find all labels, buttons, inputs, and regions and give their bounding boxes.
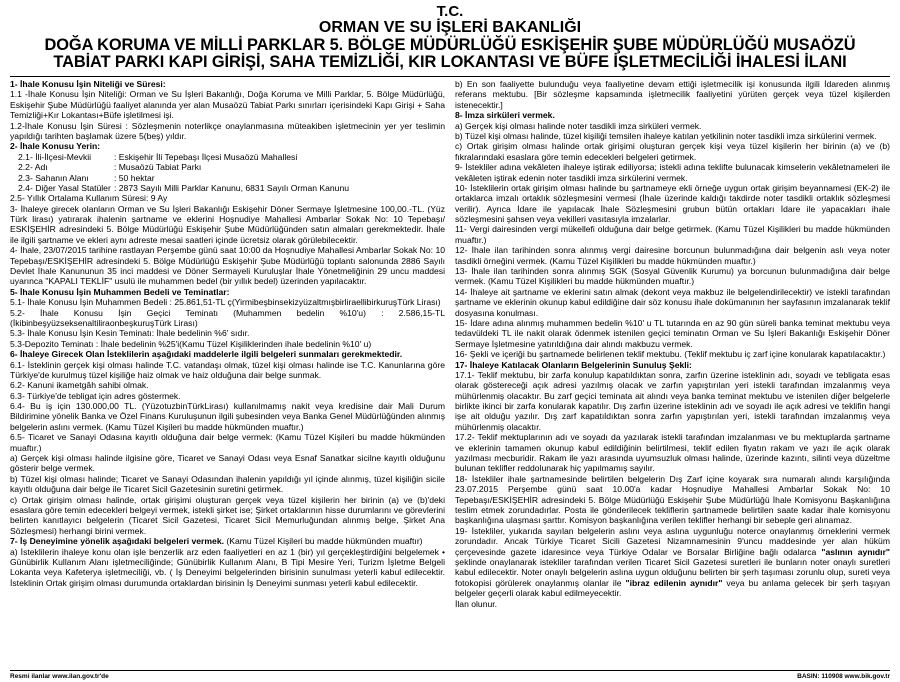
section-19-quote: "aslının aynıdır": [821, 546, 890, 557]
paragraph: c) Ortak girişim olması halinde ortak girişimi oluşturan gerçek kişi veya tüzel kişilerin her birinin (a) ve (b) fıkralarındaki esaslara göre temin edecekleri belgeleri getirmek.: [455, 141, 890, 162]
paragraph: 6.3- Türkiye'de tebligat için adres göstermek.: [10, 390, 181, 401]
paragraph: 15- İdare adına alınmış muhammen bedelin %10' u TL tutarında en az 90 gün süreli banka teminat mektubu veya tedavüldeki TL ile nakit olarak ödenmek istenilen geçici teminatın Orman ve Su İşleri Bakanlığı Eskişehir Döner Sermaye İşletmesine yatırıldığına dair alındı makbuzu vermek.: [455, 317, 890, 349]
paragraph: 3- İhaleye girecek olanların Orman ve Su İşleri Bakanlığı Eskişehir Döner Sermaye İşletmesine 100,00.-TL. (Yüz Türk lirası) yatırarak ihalenin şartname ve eklerini Hoşnudiye Mahallesi Ambarlar Sokak No: 10 Tepebaşı/ ESKİŞEHİR adresindeki 5. Bölge Müdürlüğü Eskişehir Şube Müdürlüğünden satın almaları gerekmektedir. İhale ile ilgili şartname ve ekleri aynı adreste mesai saatleri içinde ücretsiz olarak görülebilecektir.: [10, 203, 445, 245]
paragraph: 6.5- Ticaret ve Sanayi Odasına kayıtlı olduğuna dair belge vermek: (Kamu Tüzel Kişileri bu madde hükmünden muaftır.): [10, 432, 445, 453]
paragraph: 5.2- İhale Konusu İşin Geçici Teminatı (Muhammen bedelin %10'u) : 2.586,15-TL (İkibinbeşyüzseksenaltiliraonbeşkuruşTürk Lirası): [10, 307, 445, 328]
paragraph: 1.1 -İhale Konusu İşin Niteliği: Orman ve Su İşleri Bakanlığı, Doğa Koruma ve Milli Parklar, 5. Bölge Müdürlüğü, Eskişehir Şube Müdürlüğü faaliyet alanında yer alan Musaözü Tabiat Parkı sınırları içerisindeki Kapı Girişi + Saha Temizliği+Kır Lokantası+Büfe işletilmesi işi.: [10, 89, 445, 121]
header-line2: DOĞA KORUMA VE MİLLİ PARKLAR 5. BÖLGE MÜDÜRLÜĞÜ ESKİŞEHİR ŞUBE MÜDÜRLÜĞÜ MUSAÖZÜ: [44, 35, 856, 54]
paragraph: 5.3-Depozito Teminatı : İhale bedelinin %25'i(Kamu Tüzel Kişiliklerinden ihale bedelinin %10' u): [10, 338, 372, 349]
paragraph: 17.1- Teklif mektubu, bir zarfa konulup kapatıldıktan sonra, zarfın üzerine isteklinin adı, soyadı ve tebligata esas olarak göstereceği açık adresi yazılmış olacak ve zarfın yapıştırılan yeri istekli tarafından imzalanmış veya mühürlenmiş olacaktır. Bu zarf geçici teminata ait alındı veya banka teminat mektubu ve istenilen diğer belgelerle birlikte ikinci bir zarfa konularak kapatılır. Dış zarfın üzerine isteklinin adı ve soyadı ile açık adresi ve teklifin hangi işe ait olduğu yazılır. Dış zarf kapatıldıktan sonra zarfın yapıştırılan yeri, istekli tarafından imzalanmış veya mühürlenmiş olacaktır.: [455, 369, 890, 432]
location-label: 2.4- Diğer Yasal Statüler: [18, 182, 111, 193]
section-7-title: 7- İş Deneyimine yönelik aşağıdaki belgeleri vermek.: [10, 536, 224, 547]
right-column: [455, 79, 890, 631]
location-label: 2.2- Adı: [18, 162, 48, 173]
paragraph: 18- İstekliler ihale şartnamesinde belirtilen belgelerin Dış Zarf içine koyarak sıra numaralı alındı karşılığında 23.07.2015 Perşembe günü saat 10.00'a kadar Hoşnudiye Mahallesi Ambarlar Sokak No: 10 Tepebaşı/ESKİŞEHİR adresindeki 5. Bölge Müdürlüğü Eskişehir Şube Müdürlüğü İhale Komisyonu Başkanlığına teslim etmek zorundadırlar. Posta ile gönderilecek tekliflerin şartnamede belirtilen saate kadar ihale komisyonu başkanlığına ulaşması şarttır. Komisyon başkanlığına verilen teklifler herhangi bir sebeple geri alınamaz.: [455, 473, 890, 526]
location-label: 2.1- İli-İlçesi-Mevkii: [18, 151, 92, 162]
location-value: : Musaözü Tabiat Parkı: [114, 162, 202, 173]
section-19: [455, 526, 890, 599]
paragraph: 6.2- Kanuni ikametgâh sahibi olmak.: [10, 380, 149, 391]
paragraph: a) Gerçek kişi olması halinde noter tasdikli imza sirküleri vermek.: [455, 120, 702, 131]
paragraph: 1.2-İhale Konusu İşin Süresi : Sözleşmenin noterlikçe onaylanmasına müteakiben işletmecinin yer yer teslimin yapıldığı tarihten başlamak üzere 5(beş) yıldır.: [10, 120, 445, 141]
section-2-title: 2- İhale Konusu Yerin:: [10, 141, 101, 152]
left-column: [10, 79, 445, 631]
paragraph: c) Ortak girişim olması halinde, ortak girişimi oluşturan gerçek veya tüzel kişilerin her birinin (a) ve (b)'deki esaslara göre temin edecekleri belgeyi vermek, istekli şirket ise; Şirket ortaklarının hisse durumlarını ve görevlerini belirten kanıtlayıcı belgelerin (Ticaret Sicil Gazetesi, Ticaret Sicil Memurluğundan alınmış belge, Şirket Ana Sözleşmesi) herhangi birini vermek.: [10, 494, 445, 536]
section-19-quote: "ibraz edilenin aynıdır": [625, 577, 723, 588]
footer-official-ads: Resmi ilanlar www.ilan.gov.tr'de: [10, 673, 109, 680]
paragraph: 13- İhale ilan tarihinden sonra alınmış SGK (Sosyal Güvenlik Kurumu) ya borcunun bulunmadığına dair belge vermek. (Kamu Tüzel Kişilikleri bu madde hükmünden muaftır.): [455, 266, 890, 287]
section-8-title: 8- İmza sirküleri vermek.: [455, 110, 555, 121]
location-table: [10, 152, 445, 194]
paragraph: 14- İhaleye ait şartname ve eklerini satın almak (dekont veya makbuz ile belgelendirilecektir) ve istekli tarafından şartname ve eklerinin okunup kabul edildiğine dair söz konusu ihale dokümanının her sayfasının imzalanarak teklif dosyasına konulması.: [455, 286, 890, 318]
paragraph: b) Tüzel kişi olması halinde; Ticaret ve Sanayi Odasından ihalenin yapıldığı yıl içinde alınmış, tüzel kişiliğin sicile kayıtlı olduğuna dair belge ile Ticaret Sicil Gazetesinin suretini getirmek.: [10, 473, 445, 495]
section-6-title: 6- İhaleye Girecek Olan İsteklilerin aşağıdaki maddelerle ilgili belgeleri sunmaları gerekmektedir.: [10, 349, 403, 360]
section-7-note: (Kamu Tüzel Kişileri bu madde hükmünden muaftır): [224, 536, 423, 547]
location-value: : 2873 Sayılı Milli Parklar Kanunu, 6831 Sayılı Orman Kanunu: [114, 182, 350, 193]
paragraph: 6.4- Bu iş için 130.000,00 TL. (YüzotuzbinTürkLirası) kullanılmamış nakit veya kredisine dair Mali Durum Bildirimine yönelik Banka ve Özel Finans Kuruluşunun ilgili şubesinden veya Banka Genel Müdürlüğünden alınmış belgelerin aslını vermek. (Kamu Tüzel Kişileri bu madde hükmünden muaftır.): [10, 401, 445, 432]
section-19-text: şeklinde onaylanarak istekliler tarafından verilen Ticaret Sicil Gazetesi suretleri ile bunların noter onaylı suretleri kabul edilecektir. Noter onaylı belgelerin aslına uygun olduğunu belirten bir şerh taşıması zorunlu olup, sureti veya fotokopisi görülerek onaylanmış olanlar ile: [455, 556, 890, 588]
location-value: : 50 hektar: [114, 172, 155, 183]
footer: [10, 670, 890, 680]
closing-line: İlan olunur.: [455, 598, 498, 609]
body-columns: [10, 76, 890, 631]
paragraph: a) Gerçek kişi olması halinde ilgisine göre, Ticaret ve Sanayi Odası veya Esnaf Sanatkar sicilne kayıtlı olduğunu gösterir belge vermek.: [10, 453, 445, 474]
section-5-title: 5- İhale Konusu İşin Muhammen Bedeli ve Teminatlar:: [10, 286, 230, 297]
paragraph: 6.1- İsteklinin gerçek kişi olması halinde T.C. vatandaşı olmak, tüzel kişi olması halinde ise T.C. Kanunlarına göre Türkiye'de kurulmuş tüzel kişiliğe haiz olmak ve haiz olduğuna dair belge sunmak.: [10, 359, 445, 380]
header-line3: TABİAT PARKI KAPI GİRİŞİ, SAHA TEMİZLİĞİ, KIR LOKANTASI VE BÜFE İŞLETMECİLİĞİ İHALESİ İLANI: [53, 52, 847, 71]
section-17-title: 17- İhaleye Katılacak Olanların Belgelerinin Sunuluş Şekli:: [455, 359, 692, 370]
paragraph: 5.3- İhale Konusu İşin Kesin Teminatı: İhale bedelinin %6' sıdır.: [10, 328, 250, 339]
location-label: 2.3- Sahanın Alanı: [18, 172, 89, 183]
paragraph: 9- İstekliler adına vekâleten ihaleye iştirak ediliyorsa; istekli adına teklifte bulunacak kimselerin vekâletnameleri ile vekâleten iştirak edenin noter tasdikli imza sirkülerini vermek.: [455, 162, 890, 183]
paragraph: 12- İhale ilan tarihinden sonra alınmış vergi dairesine borcunun bulunmadığına dair belgenin aslı veya noter tasdikli örneğini vermek. (Kamu Tüzel Kişilikleri bu madde hükmünden muaftır.): [455, 245, 890, 266]
section-1-title: 1- İhale Konusu İşin Niteliği ve Süresi:: [10, 78, 166, 89]
section-19-text: veya bu anlama gelecek bir şerh taşıyan belgeler geçerli olarak kabul edilmeyecektir.: [455, 577, 890, 599]
section-7: [10, 536, 445, 546]
paragraph: b) Tüzel kişi olması halinde, tüzel kişiliği temsilen ihaleye katılan yetkilinin noter tasdikli imza sirkülerini vermek.: [455, 130, 877, 141]
header: [10, 4, 890, 71]
paragraph: 2.5- Yıllık Ortalama Kullanım Süresi: 9 Ay: [10, 193, 168, 204]
paragraph: 10- İsteklilerin ortak girişim olması halinde bu şartnameye ekli örneğe uygun ortak girişim beyannamesi (EK-2) ile ortaklarca imzalı ortaklık sözleşmesini vermesi (İhale üzerinde kaldığı takdirde noter tasdikli ortaklık sözleşmesi verilir). Ayrıca İdare ile yapılacak İhale Sözleşmesini grubun bütün ortakları İdare ile yapacakları ihale sözleşmesini şahsen veya vekilleri vasıtasıyla imzalarlar.: [455, 182, 890, 225]
location-value: : Eskişehir İli Tepebaşı İlçesi Musaözü Mahallesi: [114, 151, 298, 162]
header-tc: T.C.: [436, 3, 464, 20]
paragraph: 5.1- İhale Konusu İşin Muhammen Bedeli : 25.861,51-TL ç(YirmibeşbinsekizyüzaltmışbirliraellibirkuruşTürk Lirası): [10, 297, 441, 308]
paragraph: 16- Şekli ve içeriği bu şartnamede belirlenen teklif mektubu. (Teklif mektubu iç zarf içine konularak kapatılacaktır.): [455, 349, 886, 360]
paragraph: b) En son faaliyette bulunduğu veya faaliyetine devam ettiği işletmecilik işi konusunda ilgili İdareden alınmış referans mektubu. [Bir sözleşme kapsamında işletmecilik faaliyetini yürüten gerçek veya tüzel kişilerden istenecektir.]: [455, 78, 890, 110]
paragraph: 4- İhale, 23/07/2015 tarihine rastlayan Perşembe günü saat 10:00 da Hoşnudiye Mahallesi Ambarlar Sokak No: 10 Tepebaşı/ESKİŞEHİR adresindeki 5. Bölge Müdürlüğü Eskişehir Şube Müdürlüğü toplantı salonunda 2886 Sayılı Devlet İhale Kanununun 35 inci maddesi ve Döner Sermayeli Kuruluşlar İhale Yönetmeliğinin 29 uncu maddesi uyarınca "KAPALI TEKLİF" usulü ile muhammen bedel (bir yıllık bedel) üzerinden yapılacaktır.: [10, 245, 445, 287]
footer-press-code: BASIN: 110908 www.bik.gov.tr: [797, 673, 890, 680]
paragraph: 17.2- Teklif mektuplarının adı ve soyadı da yazılarak istekli tarafından imzalanması ve bu mektuplarda şartname ve eklerinin tamamen okunup kabul edildiğinin belirtilmesi, teklif edilen fiyatın rakam ve yazı ile açık olarak yazılması mecburidir. Rakam ile yazı arasında uyumsuzluk olması halinde, üzerinde kazıntı, silinti veya düzeltme bulunan teklifler reddolunarak hiç yapılmamış sayılır.: [455, 432, 890, 474]
paragraph: a) İsteklilerin ihaleye konu olan işle benzerlik arz eden faaliyetleri en az 1 (bir) yıl gerçekleştirdiğini belgelemek • Günübirlik Kullanım Alanı işletmeciliğinde; Günübirlik Kullanım Alanı, B Tipi Mesire Yeri, Turizm İşletme Belgeli Lokanta veya Kafeterya işletmeciliği, vb. ( İş Deneyimi belgelerinden birisinin sunulması yeterli kabul edilecektir. İsteklinin Ortak girişim olması durumunda ortaklardan birisinin İş Deneyimi sunması yeterli kabul edilecektir.: [10, 546, 445, 588]
header-ministry: ORMAN VE SU İŞLERİ BAKANLIĞI: [318, 18, 582, 36]
paragraph: 11- Vergi dairesinden vergi mükellefi olduğuna dair belge getirmek. (Kamu Tüzel Kişilikleri bu madde hükmünden muaftır.): [455, 224, 890, 245]
section-19-text: 19- İstekliler, yukarıda sayılan belgelerin aslını veya aslına uygunluğu noterce onaylanmış örneklerini vermek zorundadır. Ancak Türkiye Ticaret Sicili Gazetesi Nizamnamesinin 9'uncu maddesinde yer alan hüküm çerçevesinde gazete idaresince veya Türkiye Odalar ve Borsalar Birliğine bağlı odalarca: [455, 525, 890, 557]
